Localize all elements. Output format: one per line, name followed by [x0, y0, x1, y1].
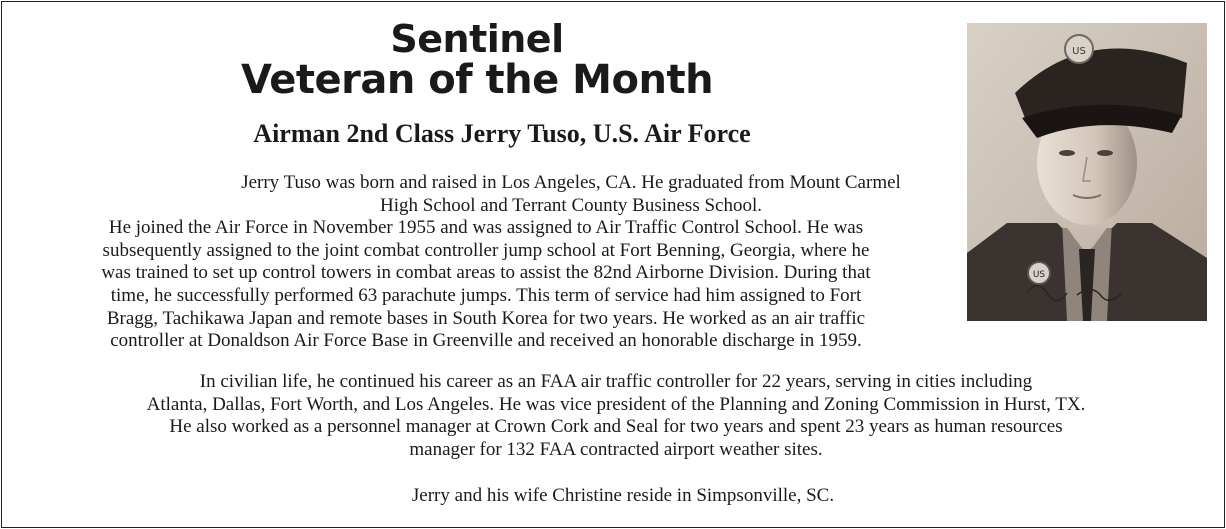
cap-badge-text: US — [1072, 46, 1086, 57]
biography-paragraph-civilian — [26, 371, 1206, 461]
text-line: was trained to set up control towers in combat areas to assist the 82nd Airborne Division. During that — [101, 262, 871, 284]
text-line: He joined the Air Force in November 1955 and was assigned to Air Traffic Control School. He was — [108, 217, 864, 239]
veteran-portrait-photo — [967, 23, 1207, 321]
portrait-illustration — [967, 23, 1207, 321]
text-line: time, he successfully performed 63 parachute jumps. This term of service had him assigned to Fort — [110, 284, 862, 306]
biography-paragraph-military — [26, 172, 946, 353]
text-line: controller at Donaldson Air Force Base in Greenville and received an honorable discharge in 1959. — [110, 330, 862, 352]
text-line: manager for 132 FAA contracted airport weather sites. — [409, 438, 823, 460]
biography-paragraph-family: Jerry and his wife Christine reside in Simpsonville, SC. — [411, 485, 835, 506]
veteran-name-heading: Airman 2nd Class Jerry Tuso, U.S. Air Force — [253, 119, 751, 148]
feature-title: Veteran of the Month — [240, 57, 714, 103]
article-frame — [1, 1, 1225, 528]
text-line: In civilian life, he continued his career as an FAA air traffic controller for 22 years, serving in cities including — [199, 371, 1033, 392]
text-line: subsequently assigned to the joint combat controller jump school at Fort Benning, Georgia, where he — [102, 239, 870, 261]
collar-badge-text: US — [1032, 270, 1046, 280]
text-line: Bragg, Tachikawa Japan and remote bases in South Korea for two years. He worked as an air traffic — [106, 307, 866, 329]
text-line: High School and Terrant County Business School. — [380, 194, 762, 216]
text-line: Atlanta, Dallas, Fort Worth, and Los Angeles. He was vice president of the Planning and Zoning Commission in Hurst, TX. — [146, 393, 1086, 415]
text-line: Jerry Tuso was born and raised in Los Angeles, CA. He graduated from Mount Carmel — [241, 172, 901, 193]
text-line: He also worked as a personnel manager at Crown Cork and Seal for two years and spent 23 years as human resources — [169, 416, 1063, 438]
masthead-title: Sentinel — [390, 17, 564, 61]
